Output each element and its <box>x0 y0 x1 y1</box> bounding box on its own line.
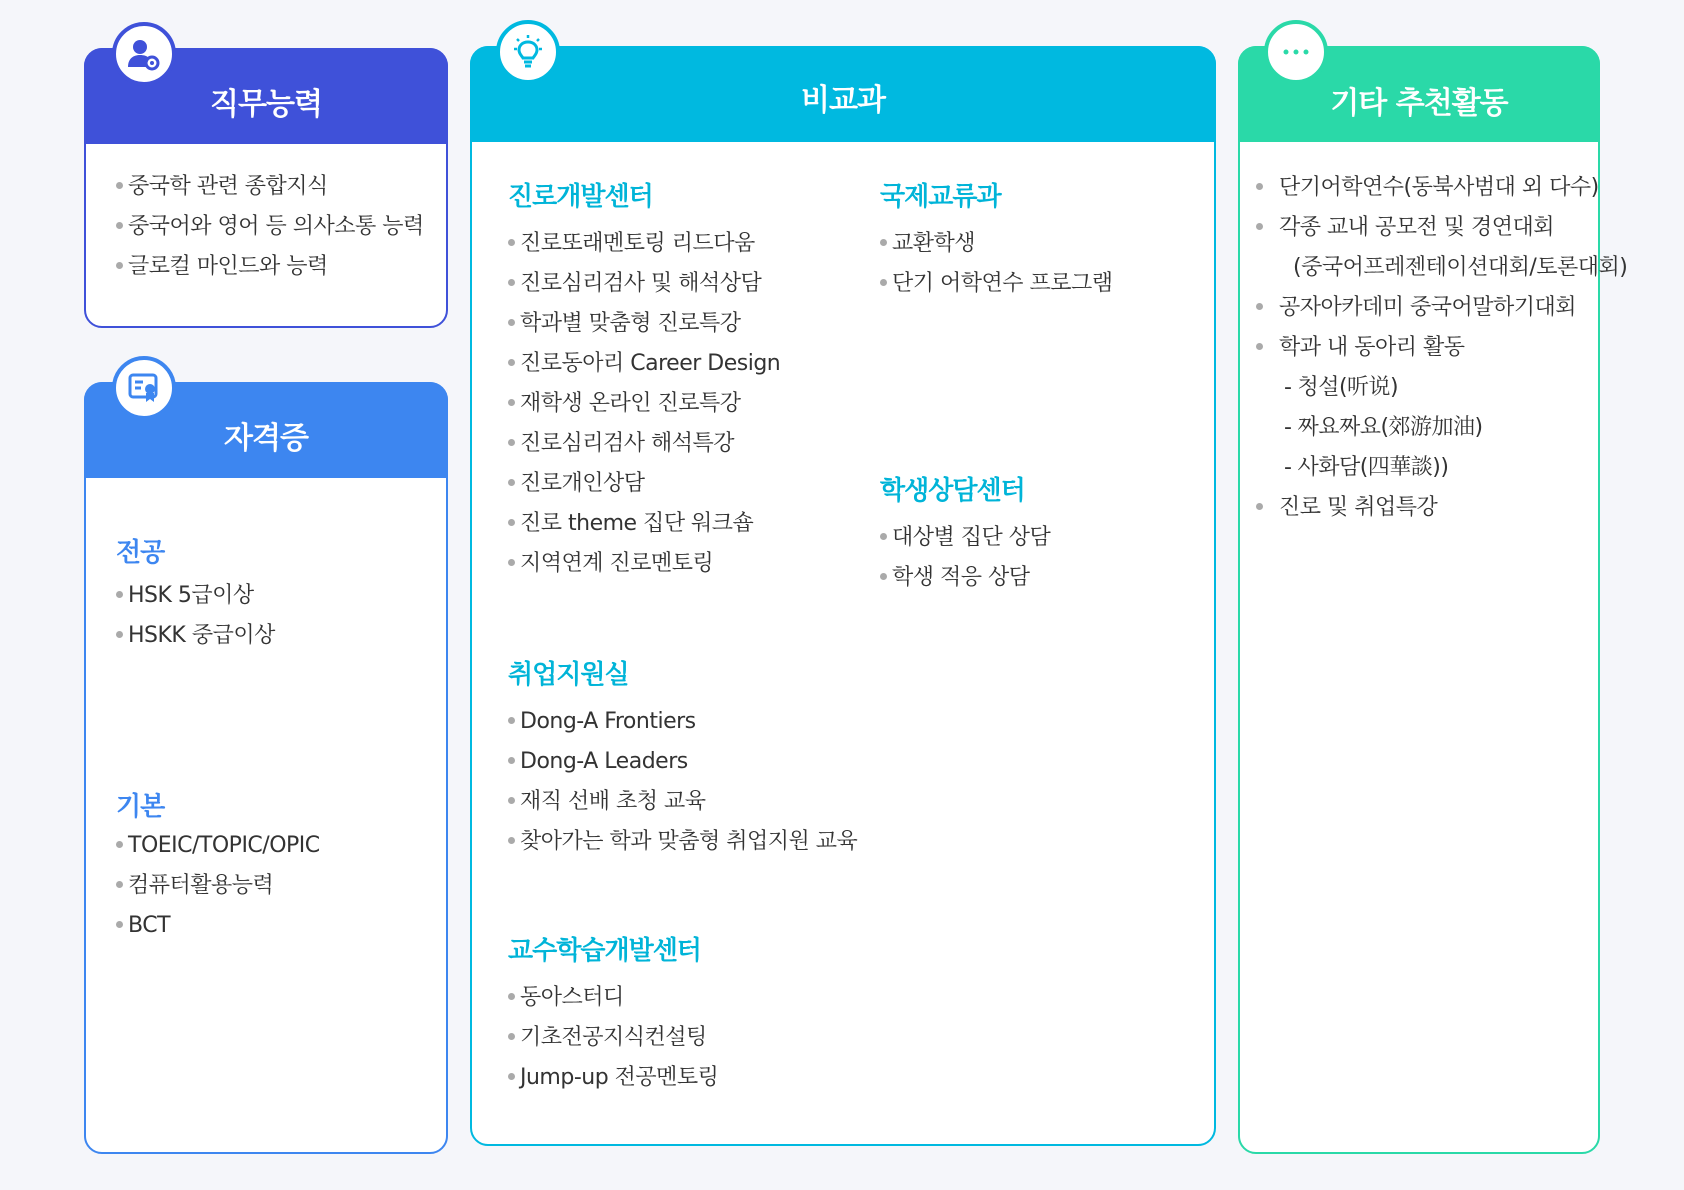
bullet-icon <box>1256 183 1263 190</box>
teaching-center-title: 교수학습개발센터 <box>508 936 701 966</box>
bullet-icon <box>116 591 123 598</box>
certificate-card <box>84 382 448 1154</box>
list-item: 동아스터디 <box>508 978 718 1018</box>
bullet-icon <box>116 921 123 928</box>
extracurricular-card <box>470 46 1216 1146</box>
bullet-icon <box>116 881 123 888</box>
employment-office-title: 취업지원실 <box>508 660 629 690</box>
list-item: TOEIC/TOPIC/OPIC <box>116 826 320 866</box>
certificate-title: 자격증 <box>224 421 308 456</box>
list-item: - 짜요짜요(郊游加油) <box>1284 415 1483 440</box>
list-item: 컴퓨터활용능력 <box>116 866 320 906</box>
bullet-icon <box>508 439 515 446</box>
bullet-icon <box>880 573 887 580</box>
international-office-list <box>880 224 1113 304</box>
bullet-icon <box>508 717 515 724</box>
job-skills-card <box>84 48 448 328</box>
list-item: Dong-A Leaders <box>508 742 857 782</box>
bullet-icon <box>508 559 515 566</box>
list-item: 진로 theme 집단 워크숍 <box>508 504 780 544</box>
bullet-icon <box>508 239 515 246</box>
career-center-title: 진로개발센터 <box>508 182 653 212</box>
list-item: 진로심리검사 및 해석상담 <box>508 264 780 304</box>
bullet-icon <box>508 993 515 1000</box>
bullet-icon <box>116 262 123 269</box>
job-skills-title: 직무능력 <box>210 87 322 122</box>
other-activities-card <box>1238 46 1628 1154</box>
list-item: 진로또래멘토링 리드다움 <box>508 224 780 264</box>
more-dots-icon <box>1264 20 1328 84</box>
list-item: 각종 교내 공모전 및 경연대회 <box>1256 208 1627 248</box>
major-section-title: 전공 <box>116 538 165 568</box>
list-item: Dong-A Frontiers <box>508 702 857 742</box>
extracurricular-title: 비교과 <box>801 83 885 118</box>
bullet-icon <box>1256 223 1263 230</box>
counseling-center-title: 학생상담센터 <box>880 476 1025 506</box>
employment-office-list <box>508 702 857 862</box>
bullet-icon <box>508 519 515 526</box>
list-item: 재학생 온라인 진로특강 <box>508 384 780 424</box>
teaching-center-list <box>508 978 718 1098</box>
bullet-icon <box>508 319 515 326</box>
extracurricular-header <box>470 46 1216 142</box>
list-item: 공자아카데미 중국어말하기대회 <box>1256 288 1627 328</box>
international-office-title: 국제교류과 <box>880 182 1001 212</box>
other-activities-list <box>1256 168 1627 528</box>
bullet-icon <box>508 797 515 804</box>
lightbulb-icon <box>496 20 560 84</box>
bullet-icon <box>508 757 515 764</box>
bullet-icon <box>1256 343 1263 350</box>
bullet-icon <box>508 1033 515 1040</box>
list-item: 학과별 맞춤형 진로특강 <box>508 304 780 344</box>
list-item: 대상별 집단 상담 <box>880 518 1050 558</box>
basic-cert-list <box>116 826 320 946</box>
list-item: - 청설(听说) <box>1284 375 1399 400</box>
career-center-list <box>508 224 780 584</box>
list-item: 중국학 관련 종합지식 <box>116 167 424 207</box>
bullet-icon <box>116 182 123 189</box>
bullet-icon <box>1256 303 1263 310</box>
bullet-icon <box>880 279 887 286</box>
bullet-icon <box>508 279 515 286</box>
list-item: Jump-up 전공멘토링 <box>508 1058 718 1098</box>
list-item: HSK 5급이상 <box>116 576 275 616</box>
list-item: 교환학생 <box>880 224 1113 264</box>
list-item: 단기어학연수(동북사범대 외 다수) <box>1256 168 1627 208</box>
list-item: HSKK 중급이상 <box>116 616 275 656</box>
certificate-icon <box>112 356 176 420</box>
list-item: 학과 내 동아리 활동 <box>1256 328 1627 368</box>
list-item: 단기 어학연수 프로그램 <box>880 264 1113 304</box>
bullet-icon <box>1256 503 1263 510</box>
bullet-icon <box>116 631 123 638</box>
list-item: 지역연계 진로멘토링 <box>508 544 780 584</box>
list-item: 재직 선배 초청 교육 <box>508 782 857 822</box>
counseling-center-list <box>880 518 1050 598</box>
bullet-icon <box>880 239 887 246</box>
list-item: 학생 적응 상담 <box>880 558 1050 598</box>
list-item: (중국어프레젠테이션대회/토론대회) <box>1293 255 1628 280</box>
bullet-icon <box>508 837 515 844</box>
bullet-icon <box>508 479 515 486</box>
list-item: 중국어와 영어 등 의사소통 능력 <box>116 207 424 247</box>
basic-section-title: 기본 <box>116 792 165 822</box>
list-item: 찾아가는 학과 맞춤형 취업지원 교육 <box>508 822 857 862</box>
bullet-icon <box>508 1073 515 1080</box>
list-item: 기초전공지식컨설팅 <box>508 1018 718 1058</box>
list-item: 진로심리검사 해석특강 <box>508 424 780 464</box>
bullet-icon <box>116 841 123 848</box>
job-skills-list <box>116 167 424 287</box>
bullet-icon <box>508 399 515 406</box>
bullet-icon <box>116 222 123 229</box>
list-item: 진로 및 취업특강 <box>1256 488 1627 528</box>
bullet-icon <box>880 533 887 540</box>
list-item: 진로동아리 Career Design <box>508 344 780 384</box>
list-item: BCT <box>116 906 320 946</box>
user-gear-icon <box>112 22 176 86</box>
major-cert-list <box>116 576 275 656</box>
list-item: 진로개인상담 <box>508 464 780 504</box>
other-activities-title: 기타 추천활동 <box>1330 86 1508 121</box>
list-item: - 사화담(四華談)) <box>1284 455 1449 480</box>
list-item: 글로컬 마인드와 능력 <box>116 247 424 287</box>
bullet-icon <box>508 359 515 366</box>
